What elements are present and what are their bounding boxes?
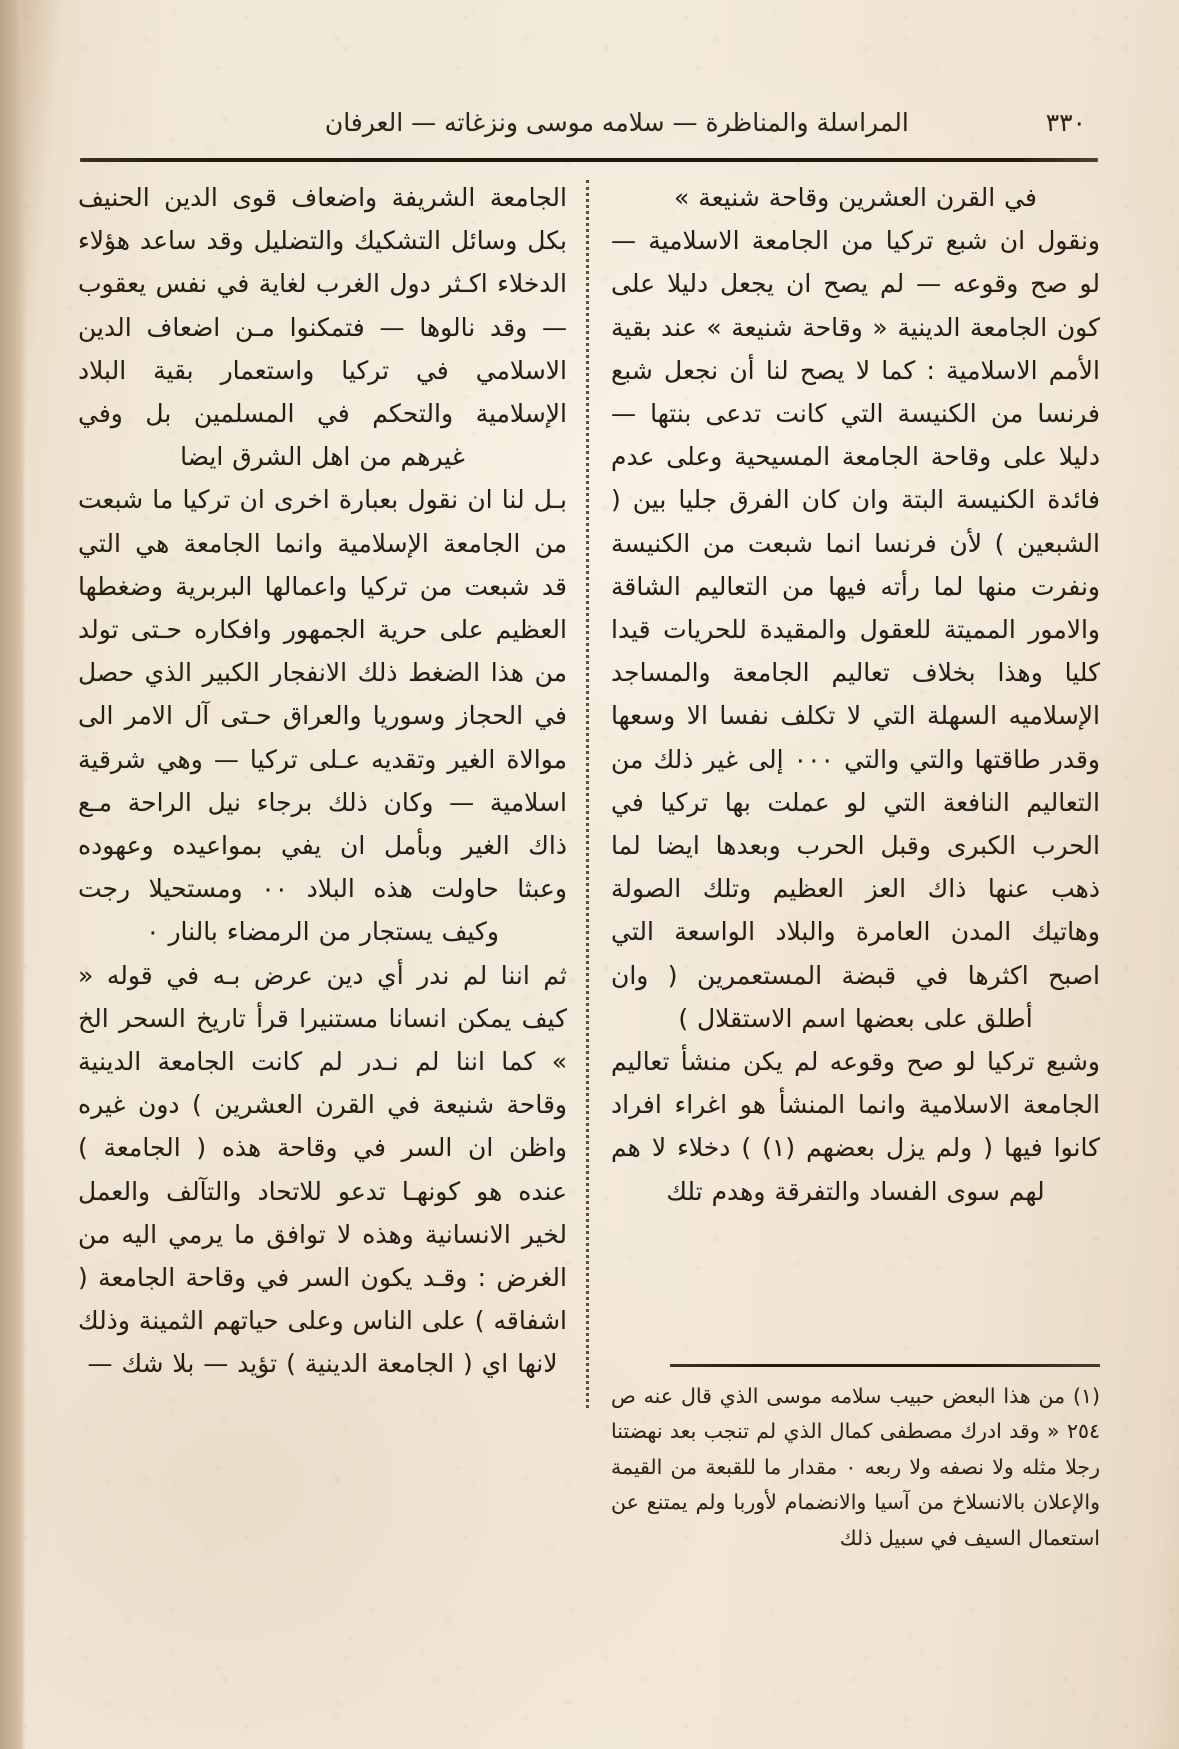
paragraph: وشبع تركيا لو صح وقوعه لم يكن منشأ تعاليم الجامعة الاسلامية وانما المنشأ هو اغراء افراد كانوا فيها ( ولم يزل بعضهم (١) ) دخلاء لا هم لهم سوى الفساد والتفرقة وهدم تلك bbox=[611, 1047, 1101, 1206]
paragraph: الجامعة الشريفة واضعاف قوى الدين الحنيف بكل وسائل التشكيك والتضليل وقد ساعد هؤلاء الدخلاء اكـثر دول الغرب لغاية في نفس يعقوب — وقد نالوها — فتمكنوا مـن اضعاف الدين الاسلامي في تركيا واستعمار بقية البلاد الإسلامية والتحكم في المسلمين بل وفي غيرهم من اهل الشرق ايضا bbox=[78, 183, 567, 472]
paragraph: ونقول ان شبع تركيا من الجامعة الاسلامية — لو صح وقوعه — لم يصح ان يجعل دليلا على كون الجامعة الدينية « وقاحة شنيعة » عند بقية الأمم الاسلامية : كما لا يصح لنا أن نجعل شبع فرنسا من الكنيسة التي كانت تدعى بنتها — دليلا على وقاحة الجامعة المسيحية وعلى عدم فائدة الكنيسة البتة وان كان الفرق جليا بين ( الشبعين ) لأن فرنسا انما شبعت من الكنيسة ونفرت منها لما رأته فيها من التعاليم الشاقة والامور المميتة للعقول والمقيدة للحريات قيدا كليا وهذا بخلاف تعاليم الجامعة والمساجد الإسلاميه السهلة التي لا تكلف نفسا الا وسعها وقدر طاقتها والتي والتي ٠٠٠ إلى غير ذلك من التعاليم النافعة التي لو عملت بها تركيا في الحرب الكبرى وقبل الحرب وبعدها ايضا لما ذهب عنها ذاك العز العظيم وتلك الصولة وهاتيك المدن العامرة والبلاد الواسعة التي اصبح اكثرها في قبضة المستعمرين ( وان أطلق على بعضها اسم الاستقلال ) bbox=[611, 226, 1100, 1033]
running-head-title: المراسلة والمناظرة — سلامه موسى ونزغاته — العرفان bbox=[324, 108, 909, 137]
footnote-rule bbox=[670, 1364, 1100, 1367]
page-number: ٣٣٠ bbox=[1045, 108, 1086, 137]
paragraph: ثم اننا لم ندر أي دين عرض بـه في قوله « كيف يمكن انسانا مستنيرا قرأ تاريخ السحر الخ » كما اننا لم نـدر لم كانت الجامعة الدينية وقاحة شنيعة في القرن العشرين ) دون غيره واظن ان السر في وقاحة هذه ( الجامعة ) عنده هو كونهـا تدعو للاتحاد والتآلف والعمل لخير الانسانية وهذه لا توافق ما يرمي اليه من الغرض : وقـد يكون السر في وقاحة الجامعة ( اشفاقه ) على الناس وعلى حياتهم الثمينة وذلك لانها اي ( الجامعة الدينية ) تؤيد — بلا شك — bbox=[78, 960, 567, 1379]
column-right bbox=[611, 176, 1100, 1556]
paragraph: بـل لنا ان نقول بعبارة اخرى ان تركيا ما شبعت من الجامعة الإسلامية وانما الجامعة هي التي قد شبعت من تركيا واعمالها البربرية وضغطها العظيم على حرية الجمهور وافكاره حـتى تولد من هذا الضغط ذلك الانفجار الكبير الذي حصل في الحجاز وسوريا والعراق حـتى آل الامر الى موالاة الغير وتقديه عـلى تركيا — وهي شرقية اسلامية — وكان ذلك برجاء نيل الراحة مـع ذاك الغير وبأمل ان يفي بمواعيده وعهوده وعبثا حاولت هذه البلاد ٠٠ ومستحيلا رجت وكيف يستجار من الرمضاء بالنار ٠ bbox=[78, 485, 567, 947]
column-left bbox=[78, 176, 567, 1556]
footnote-block bbox=[611, 1358, 1100, 1557]
two-column-body bbox=[78, 176, 1100, 1556]
header-rule bbox=[80, 158, 1098, 162]
running-header bbox=[78, 108, 1100, 148]
column-divider-dotted bbox=[586, 180, 589, 1408]
page-content bbox=[78, 0, 1100, 1749]
paragraph: في القرن العشرين وقاحة شنيعة » bbox=[674, 183, 1037, 212]
column-gutter bbox=[567, 176, 611, 1556]
footnote-text: (١) من هذا البعض حبيب سلامه موسى الذي قال عنه ص ٢٥٤ « وقد ادرك مصطفى كمال الذي لم تنجب بعد نهضتنا رجلا مثله ولا نصفه ولا ربعه ٠ مقدار ما للقبعة من القيمة والإعلان بالانسلاخ من آسيا والانضمام لأوربا ولم يمتنع عن استعمال السيف في سبيل ذلك bbox=[611, 1383, 1100, 1550]
page-edge-shadow bbox=[0, 0, 26, 1749]
